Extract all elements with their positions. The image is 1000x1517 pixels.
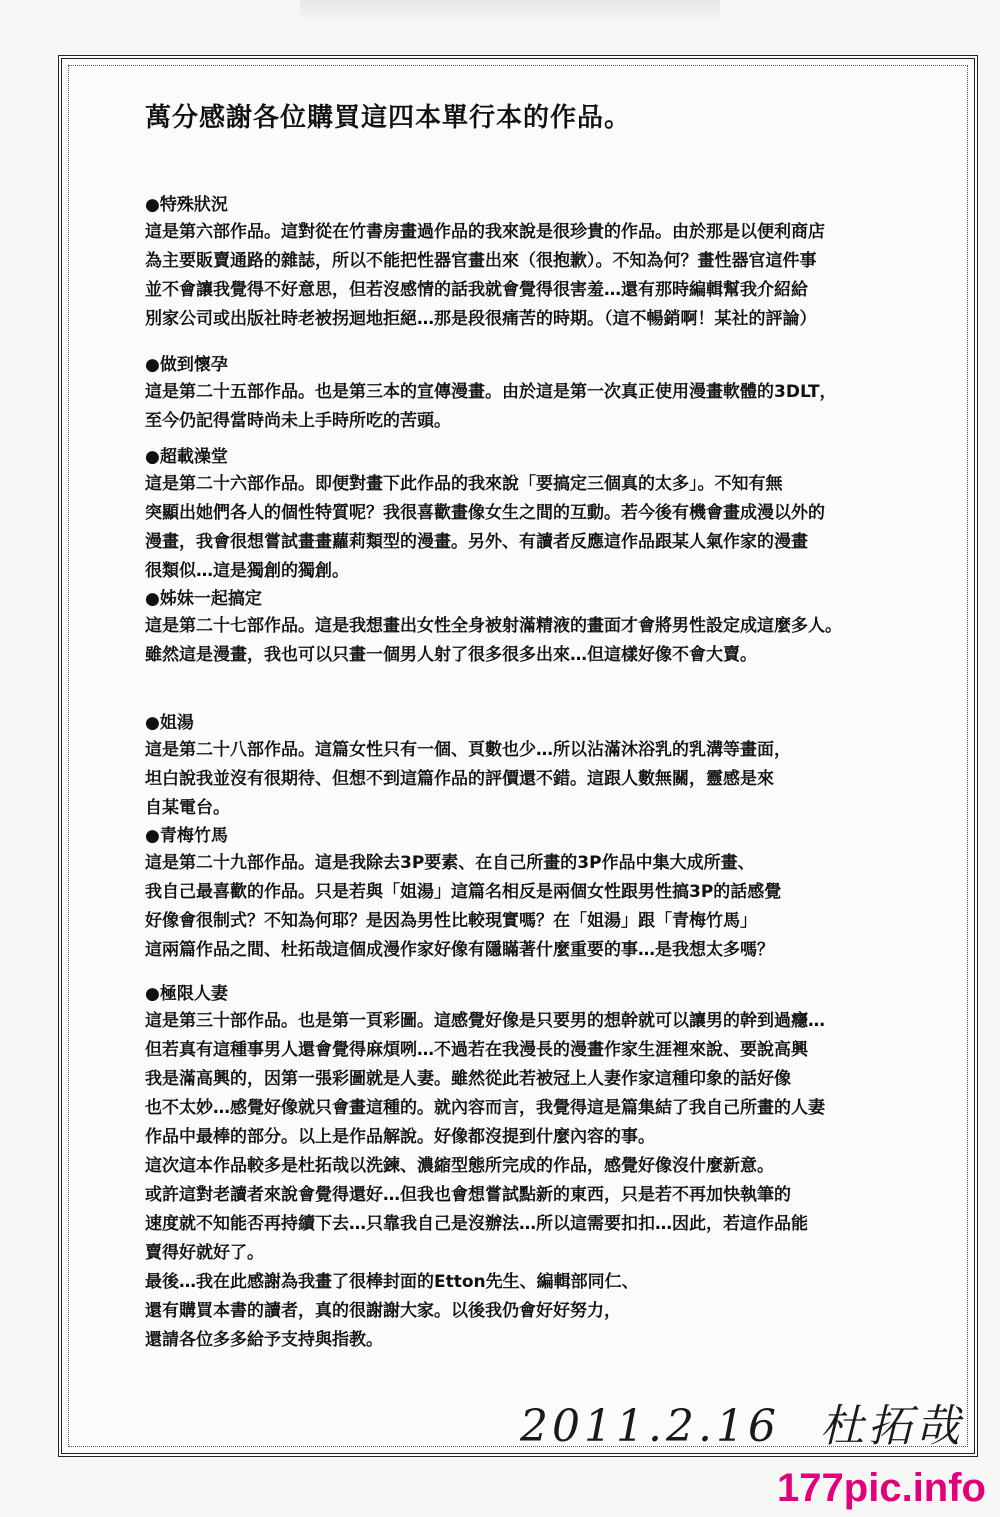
section-bathhouse <box>145 444 950 586</box>
section-line: 好像會很制式？不知為何耶？是因為男性比較現實嗎？在「姐湯」跟「青梅竹馬」 <box>145 911 757 931</box>
section-line: 至今仍記得當時尚未上手時所吃的苦頭。 <box>145 411 451 431</box>
top-bleed-through <box>300 0 720 22</box>
section-line: 很類似…這是獨創的獨創。 <box>145 561 349 581</box>
section-heading: ●姐湯 <box>145 713 194 733</box>
section-line: 還有購買本書的讀者，真的很謝謝大家。以後我仍會好好努力， <box>145 1301 621 1321</box>
section-line: 這是第二十九部作品。這是我除去3P要素、在自己所畫的3P作品中集大成所畫、 <box>145 853 755 873</box>
section-line: 最後…我在此感謝為我畫了很棒封面的Etton先生、編輯部同仁、 <box>145 1272 639 1292</box>
section-line: 突顯出她們各人的個性特質呢？我很喜歡畫像女生之間的互動。若今後有機會畫成漫以外的 <box>145 503 825 523</box>
section-line: 我是滿高興的，因第一張彩圖就是人妻。雖然從此若被冠上人妻作家這種印象的話好像 <box>145 1069 791 1089</box>
section-line: 但若真有這種事男人還會覺得麻煩咧…不過若在我漫長的漫畫作家生涯裡來說、要說高興 <box>145 1040 808 1060</box>
section-line: 速度就不知能否再持續下去…只靠我自己是沒辦法…所以這需要扣扣…因此，若這作品能 <box>145 1214 808 1234</box>
section-sister-bath <box>145 710 950 823</box>
section-line: 這次這本作品較多是杜拓哉以洗鍊、濃縮型態所完成的作品，感覺好像沒什麼新意。 <box>145 1156 774 1176</box>
section-line: 這是第二十五部作品。也是第三本的宣傳漫畫。由於這是第一次真正使用漫畫軟體的3DLT， <box>145 382 837 402</box>
section-line: 坦白說我並沒有很期待、但想不到這篇作品的評價還不錯。這跟人數無關，靈感是來 <box>145 769 774 789</box>
section-line: 還請各位多多給予支持與指教。 <box>145 1330 383 1350</box>
section-sisters <box>145 586 950 670</box>
section-line: 作品中最棒的部分。以上是作品解說。好像都沒提到什麼內容的事。 <box>145 1127 655 1147</box>
section-heading: ●超載澡堂 <box>145 447 228 467</box>
signature-date: 2011.2.16 <box>520 1401 780 1452</box>
section-line: 這是第三十部作品。也是第一頁彩圖。這感覺好像是只要男的想幹就可以讓男的幹到過癮… <box>145 1011 825 1031</box>
section-line: 賣得好就好了。 <box>145 1243 264 1263</box>
section-line: 別家公司或出版社時老被拐迴地拒絕…那是段很痛苦的時期。（這不暢銷啊！某社的評論） <box>145 309 817 329</box>
site-watermark: 177pic.info <box>777 1466 986 1510</box>
section-childhood-friend <box>145 823 950 965</box>
section-line: 自某電台。 <box>145 798 230 818</box>
section-line: 為主要販賣通路的雜誌，所以不能把性器官畫出來（很抱歉）。不知為何？畫性器官這件事 <box>145 251 817 271</box>
section-special-situation <box>145 192 950 334</box>
section-heading: ●姊妹一起搞定 <box>145 589 262 609</box>
section-line: 漫畫，我會很想嘗試畫畫蘿莉類型的漫畫。另外、有讀者反應這作品跟某人氣作家的漫畫 <box>145 532 808 552</box>
section-pregnant <box>145 352 950 436</box>
section-line: 這是第二十六部作品。即便對畫下此作品的我來說「要搞定三個真的太多」。不知有無 <box>145 474 783 494</box>
section-line: 或許這對老讀者來說會覺得還好…但我也會想嘗試點新的東西，只是若不再加快執筆的 <box>145 1185 791 1205</box>
section-line: 這是第二十七部作品。這是我想畫出女性全身被射滿精液的畫面才會將男性設定成這麼多人。 <box>145 616 842 636</box>
section-line: 這兩篇作品之間、杜拓哉這個成漫作家好像有隱瞞著什麼重要的事…是我想太多嗎？ <box>145 940 774 960</box>
section-line: 這是第二十八部作品。這篇女性只有一個、頁數也少…所以沾滿沐浴乳的乳溝等畫面， <box>145 740 791 760</box>
section-line: 我自己最喜歡的作品。只是若與「姐湯」這篇名相反是兩個女性跟男性搞3P的話感覺 <box>145 882 782 902</box>
section-line: 並不會讓我覺得不好意思，但若沒感情的話我就會覺得很害羞…還有那時編輯幫我介紹給 <box>145 280 808 300</box>
handwritten-signature <box>520 1390 964 1454</box>
signature-name: 杜拓哉 <box>819 1401 964 1452</box>
afterword-content <box>145 100 950 1355</box>
page-title: 萬分感謝各位購買這四本單行本的作品。 <box>145 103 632 133</box>
section-heading: ●做到懷孕 <box>145 355 228 375</box>
section-line: 也不太妙…感覺好像就只會畫這種的。就內容而言，我覺得這是篇集結了我自己所畫的人妻 <box>145 1098 825 1118</box>
section-line: 這是第六部作品。這對從在竹書房畫過作品的我來說是很珍貴的作品。由於那是以便利商店 <box>145 222 825 242</box>
section-heading: ●極限人妻 <box>145 984 228 1004</box>
section-heading: ●特殊狀況 <box>145 195 228 215</box>
section-heading: ●青梅竹馬 <box>145 826 228 846</box>
section-extreme-wife <box>145 981 950 1355</box>
section-line: 雖然這是漫畫，我也可以只畫一個男人射了很多很多出來…但這樣好像不會大賣。 <box>145 645 757 665</box>
